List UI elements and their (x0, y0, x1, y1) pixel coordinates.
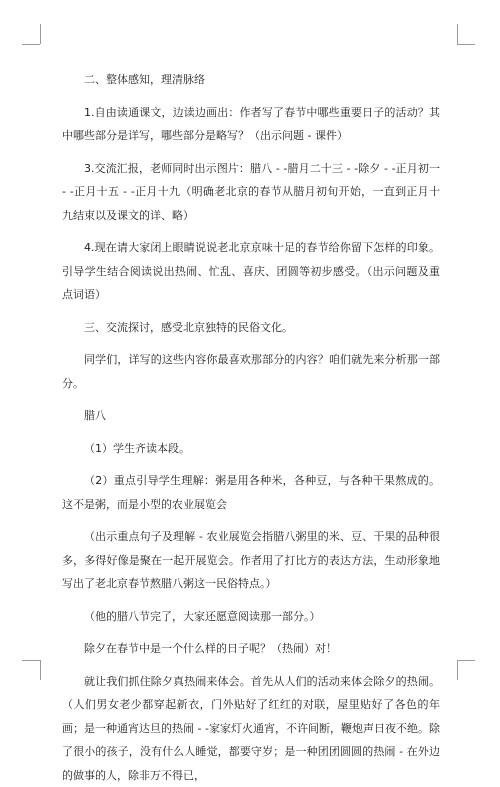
paragraph: 同学们，详写的这些内容你最喜欢那部分的内容？咱们就先来分析那一部分。 (62, 348, 440, 395)
paragraph: 4.现在请大家闭上眼睛说说老北京京味十足的春节给你留下怎样的印象。引导学生结合阅读说出热闹、忙乱、喜庆、团圆等初步感受。（出示问题及重点词语） (62, 236, 440, 307)
crop-mark-top-right (457, 24, 458, 44)
paragraph: 除夕在春节中是一个什么样的日子呢？（热闹）对！ (62, 637, 440, 661)
subheading: 腊八 (62, 404, 440, 428)
paragraph: （他的腊八节完了，大家还愿意阅读那一部分。） (62, 605, 440, 629)
crop-mark-bottom-right (457, 660, 458, 680)
crop-mark-bottom-left (22, 660, 40, 661)
section-heading: 二、整体感知，理清脉络 (62, 68, 440, 92)
paragraph: 3.交流汇报，老师同时出示图片：腊八 - -腊月二十三 - -除夕 - -正月初一 - -正月十五 - -正月十九（明确老北京的春节从腊月初旬开始，一直到正月十九结束以及课文的详、略） (62, 157, 440, 228)
paragraph: （2）重点引导学生理解：粥是用各种米，各种豆，与各种干果熬成的。这不是粥，而是小型的农业展览会 (62, 469, 440, 516)
paragraph: （出示重点句子及理解 - 农业展览会指腊八粥里的米、豆、干果的品种很多，多得好像是聚在一起开展览会。作者用了打比方的表达方法，生动形象地写出了老北京春节熬腊八粥这一民俗特点。） (62, 525, 440, 596)
crop-mark-bottom-right (457, 660, 475, 661)
paragraph: 1.自由读通课文，边读边画出：作者写了春节中哪些重要日子的活动？其中哪些部分是详写，哪些部分是略写？（出示问题 - 课件） (62, 101, 440, 148)
document-body (62, 68, 440, 787)
section-heading: 三、交流探讨，感受北京独特的民俗文化。 (62, 316, 440, 340)
paragraph: （1）学生齐读本段。 (62, 437, 440, 461)
paragraph: 就让我们抓住除夕真热闹来体会。首先从人们的活动来体会除夕的热闹。（人们男女老少都穿起新衣，门外贴好了红红的对联，屋里贴好了各色的年画；是一种通宵达旦的热闹 - -家家灯火通宵，不许间断，鞭炮声日夜不绝。除了很小的孩子，没有什么人睡觉，都要守岁；是一种团团圆圆的热闹 - 在外边的做事的人，除非万不得已， (62, 670, 440, 787)
crop-mark-bottom-left (40, 660, 41, 680)
crop-mark-top-left (40, 24, 41, 44)
crop-mark-top-right (457, 44, 475, 45)
crop-mark-top-left (22, 44, 40, 45)
